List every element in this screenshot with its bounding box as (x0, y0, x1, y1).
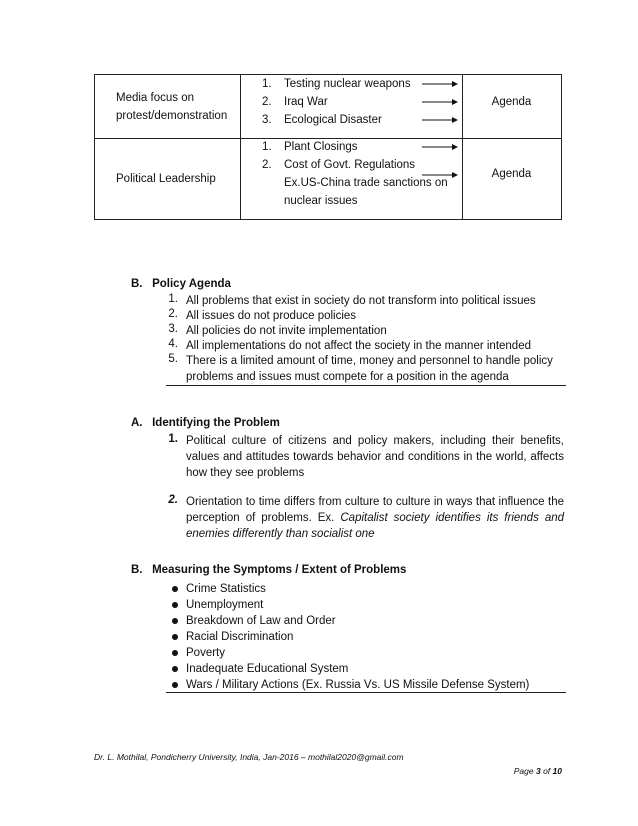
bullet-icon (172, 666, 178, 672)
table-border-bottom (94, 219, 562, 220)
row1-source-line1: Media focus on (116, 92, 194, 104)
list-item: 2. Iraq War (262, 96, 328, 108)
arrow-right-icon (422, 144, 458, 150)
list-item: All policies do not invite implementation (186, 325, 387, 337)
row2-arrows (422, 140, 458, 180)
measuring-heading (131, 564, 406, 576)
bullet-icon (172, 586, 178, 592)
table-border-right (561, 74, 562, 220)
list-item: 1. Plant Closings (262, 141, 358, 153)
divider (166, 692, 566, 693)
section-title: Identifying the Problem (152, 417, 280, 429)
arrow-right-icon (422, 117, 458, 123)
section-title: Policy Agenda (152, 278, 231, 290)
list-item: Political culture of citizens and policy makers, including their benefits, values and attitudes towards behavior and conditions in the world, affects how they see problems (186, 435, 564, 479)
policy-agenda-heading (131, 278, 231, 290)
arrow-right-icon (422, 81, 458, 87)
list-item: Racial Discrimination (186, 631, 294, 643)
list-item: There is a limited amount of time, money and personnel to handle policy problems and issues must compete for a position in the agenda (186, 355, 553, 383)
footer-credit: Dr. L. Mothilal, Pondicherry University, India, Jan-2016 – mothilal2020@gmail.com (94, 752, 404, 762)
item-number: 2. (168, 494, 178, 506)
list-item: Crime Statistics (186, 583, 266, 595)
list-item: Breakdown of Law and Order (186, 615, 336, 627)
list-item: 2. Cost of Govt. Regulations (262, 159, 416, 171)
arrow-right-icon (422, 172, 458, 178)
page-number: Page 3 of 10 (513, 766, 562, 776)
bullet-icon (172, 650, 178, 656)
list-item: Orientation to time differs from culture to culture in ways that influence the perception of problems. Ex. Capitalist society identifies its friends and enemies differently than socialist one (186, 496, 565, 540)
list-item: All problems that exist in society do not transform into political issues (186, 295, 536, 307)
section-letter: A. (131, 417, 143, 429)
bullet-icon (172, 618, 178, 624)
row1-items-list (262, 75, 411, 129)
row1-result: Agenda (491, 96, 532, 108)
item-number: 1. (168, 433, 178, 445)
list-item: 3. Ecological Disaster (262, 114, 382, 126)
row1-source-cell (116, 89, 227, 125)
list-item: Unemployment (186, 599, 264, 611)
row2-extra-line2: nuclear issues (284, 195, 358, 207)
arrow-right-icon (422, 99, 458, 105)
row2-source-line1: Political Leadership (116, 173, 216, 185)
table-col-divider-1 (240, 74, 241, 220)
bullet-icon (172, 634, 178, 640)
divider (166, 385, 566, 386)
list-item: All implementations do not affect the society in the manner intended (186, 340, 531, 352)
bullet-icon (172, 602, 178, 608)
list-item: 1. Testing nuclear weapons (262, 78, 411, 90)
table-border-left (94, 74, 95, 220)
identifying-heading (131, 417, 280, 429)
list-item: Inadequate Educational System (186, 663, 349, 675)
section-letter: B. (131, 278, 143, 290)
bullet-icon (172, 682, 178, 688)
list-item: All issues do not produce policies (186, 310, 357, 322)
row1-arrows (422, 77, 458, 127)
row2-result: Agenda (491, 168, 532, 180)
row2-items-list (262, 138, 448, 210)
row1-source-line2: protest/demonstration (116, 110, 228, 122)
row2-extra-line1: Ex.US-China trade sanctions on (284, 177, 448, 189)
list-item: Poverty (186, 647, 225, 659)
section-letter: B. (131, 564, 143, 576)
list-item: Wars / Military Actions (Ex. Russia Vs. US Missile Defense System) (186, 679, 530, 691)
agenda-table (94, 74, 562, 220)
section-title: Measuring the Symptoms / Extent of Problems (152, 564, 407, 576)
